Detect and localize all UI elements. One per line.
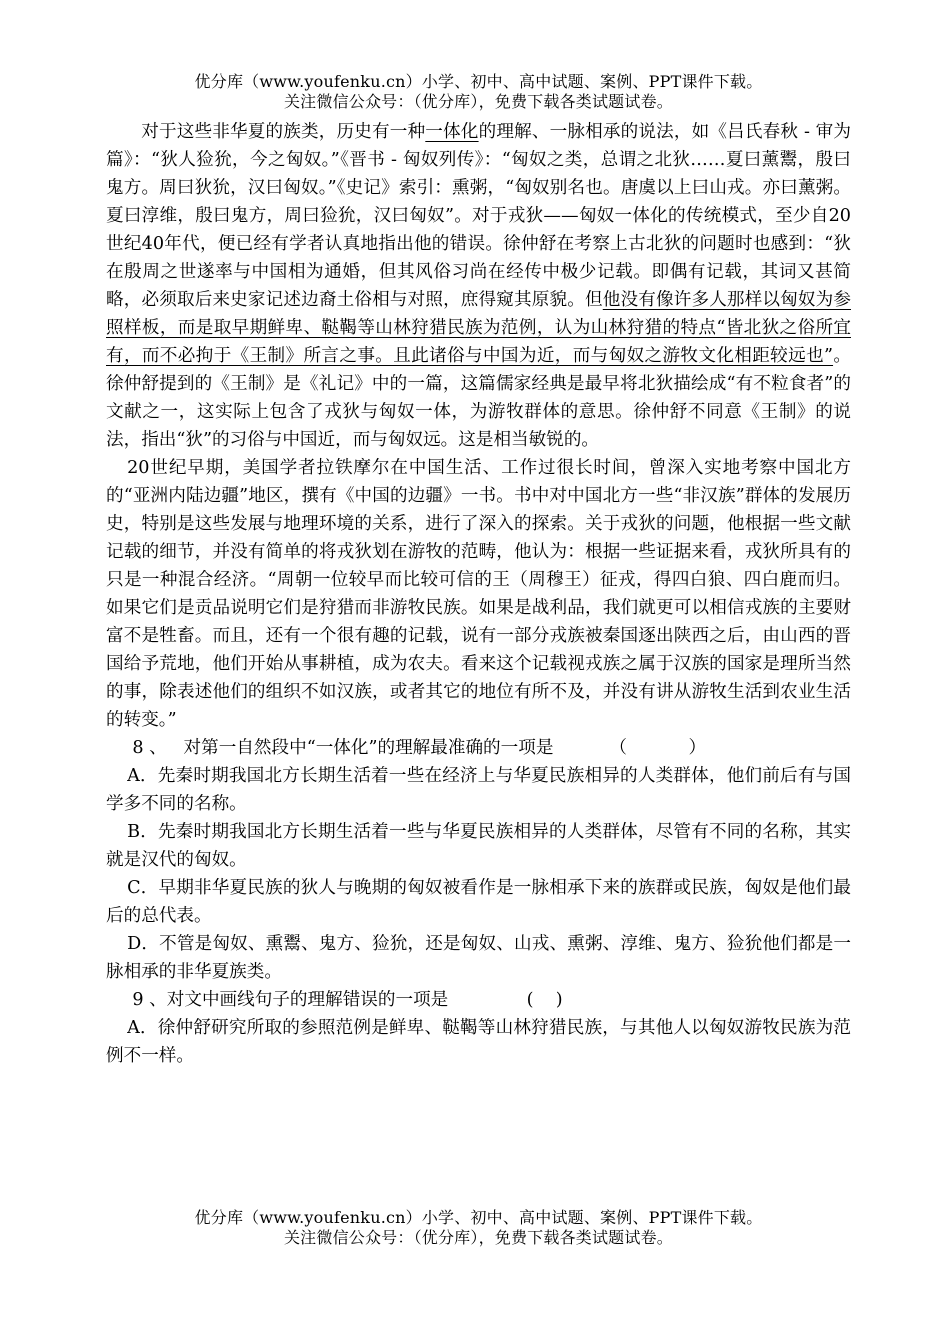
p1-underlined-sentence: 他没有像许多人那样以匈奴为参照样板，而是取早期鲜卑、鞑鞨等山林狩猎民族为范例，认为山林狩猎的特点“皆北狄之俗所宜有，而不必拘于《王制》所言之事。且此诸俗与中国为近，而与匈奴之游牧文化相距较远也” [106, 290, 851, 366]
header-line-2: 关注微信公众号：（优分库），免费下载各类试题试卷。 [283, 92, 673, 111]
question-8-option-b: B．先秦时期我国北方长期生活着一些与华夏民族相异的人类群体，尽管有不同的名称，其实就是汉代的匈奴。 [106, 822, 851, 870]
footer-line-2: 关注微信公众号：（优分库），免费下载各类试题试卷。 [283, 1228, 673, 1247]
question-8-option-d: D．不管是匈奴、熏鬻、鬼方、猃狁，还是匈奴、山戎、熏粥、淳维、鬼方、猃狁他们都是一脉相承的非华夏族类。 [106, 934, 851, 982]
question-8-stem: 8 、 对第一自然段中“一体化”的理解最准确的一项是 （ ） [132, 738, 707, 758]
page-footer [106, 1208, 851, 1248]
document-page [106, 72, 851, 1070]
p1-text-b: 的理解、一脉相承的说法，如《吕氏春秋 - 审为篇》：“狄人猃狁，今之匈奴。”《晋书 - 匈奴列传》：“匈奴之类，总谓之北狄……夏曰薰鬻，殷曰鬼方。周曰狄狁，汉曰匈奴。”《史记》索引：熏粥，“匈奴别名也。唐虞以上曰山戎。亦曰薰粥。夏曰淳维，殷曰鬼方，周曰猃狁，汉曰匈奴”。对于戎狄——匈奴一体化的传统模式，至少自20世纪40年代，便已经有学者认真地指出他的错误。徐仲舒在考察上古北狄的问题时也感到：“狄在殷周之世遂率与中国相为通婚，但其风俗习尚在经传中极少记载。即偶有记载，其词又甚简略，必须取后来史家记述边裔土俗相与对照，庶得窥其原貌。但 [106, 122, 851, 310]
question-8-option-c: C．早期非华夏民族的狄人与晚期的匈奴被看作是一脉相承下来的族群或民族，匈奴是他们最后的总代表。 [106, 878, 851, 926]
question-9-stem: 9 、对文中画线句子的理解错误的一项是 ( ) [132, 990, 563, 1010]
question-8-option-a: A．先秦时期我国北方长期生活着一些在经济上与华夏民族相异的人类群体，他们前后有与国学多不同的名称。 [106, 766, 851, 814]
p1-underlined-term: 一体化 [425, 122, 479, 142]
header-line-1: 优分库（www.youfenku.cn）小学、初中、高中试题、案例、PPT课件下载。 [194, 72, 763, 91]
p1-text-a: 对于这些非华夏的族类，历史有一种 [141, 122, 426, 142]
p1-text-c: 。徐仲舒提到的《王制》是《礼记》中的一篇，这篇儒家经典是最早将北狄描绘成“有不粒食者”的文献之一，这实际上包含了戎狄与匈奴一体，为游牧群体的意思。徐仲舒不同意《王制》的说法，指出“狄”的习俗与中国近，而与匈奴远。这是相当敏锐的。 [106, 346, 851, 450]
passage-paragraph-2: 20世纪早期，美国学者拉铁摩尔在中国生活、工作过很长时间，曾深入实地考察中国北方的“亚洲内陆边疆”地区，撰有《中国的边疆》一书。书中对中国北方一些“非汉族”群体的发展历史，特别是这些发展与地理环境的关系，进行了深入的探索。关于戎狄的问题，他根据一些文献记载的细节，并没有简单的将戎狄划在游牧的范畴，他认为：根据一些证据来看，戎狄所具有的只是一种混合经济。“周朝一位较早而比较可信的王（周穆王）征戎，得四白狼、四白鹿而归。如果它们是贡品说明它们是狩猎而非游牧民族。如果是战利品，我们就更可以相信戎族的主要财富不是牲畜。而且，还有一个很有趣的记载，说有一部分戎族被秦国逐出陕西之后，由山西的晋国给予荒地，他们开始从事耕植，成为农夫。看来这个记载视戎族之属于汉族的国家是理所当然的事，除表述他们的组织不如汉族，或者其它的地位有所不及，并没有讲从游牧生活到农业生活的转变。” [106, 458, 851, 730]
page-header [106, 72, 851, 112]
document-body [106, 118, 851, 1070]
passage-paragraph-1 [106, 118, 851, 454]
question-9-option-a: A．徐仲舒研究所取的参照范例是鲜卑、鞑鞨等山林狩猎民族，与其他人以匈奴游牧民族为范例不一样。 [106, 1018, 851, 1066]
footer-line-1: 优分库（www.youfenku.cn）小学、初中、高中试题、案例、PPT课件下载。 [194, 1208, 763, 1227]
